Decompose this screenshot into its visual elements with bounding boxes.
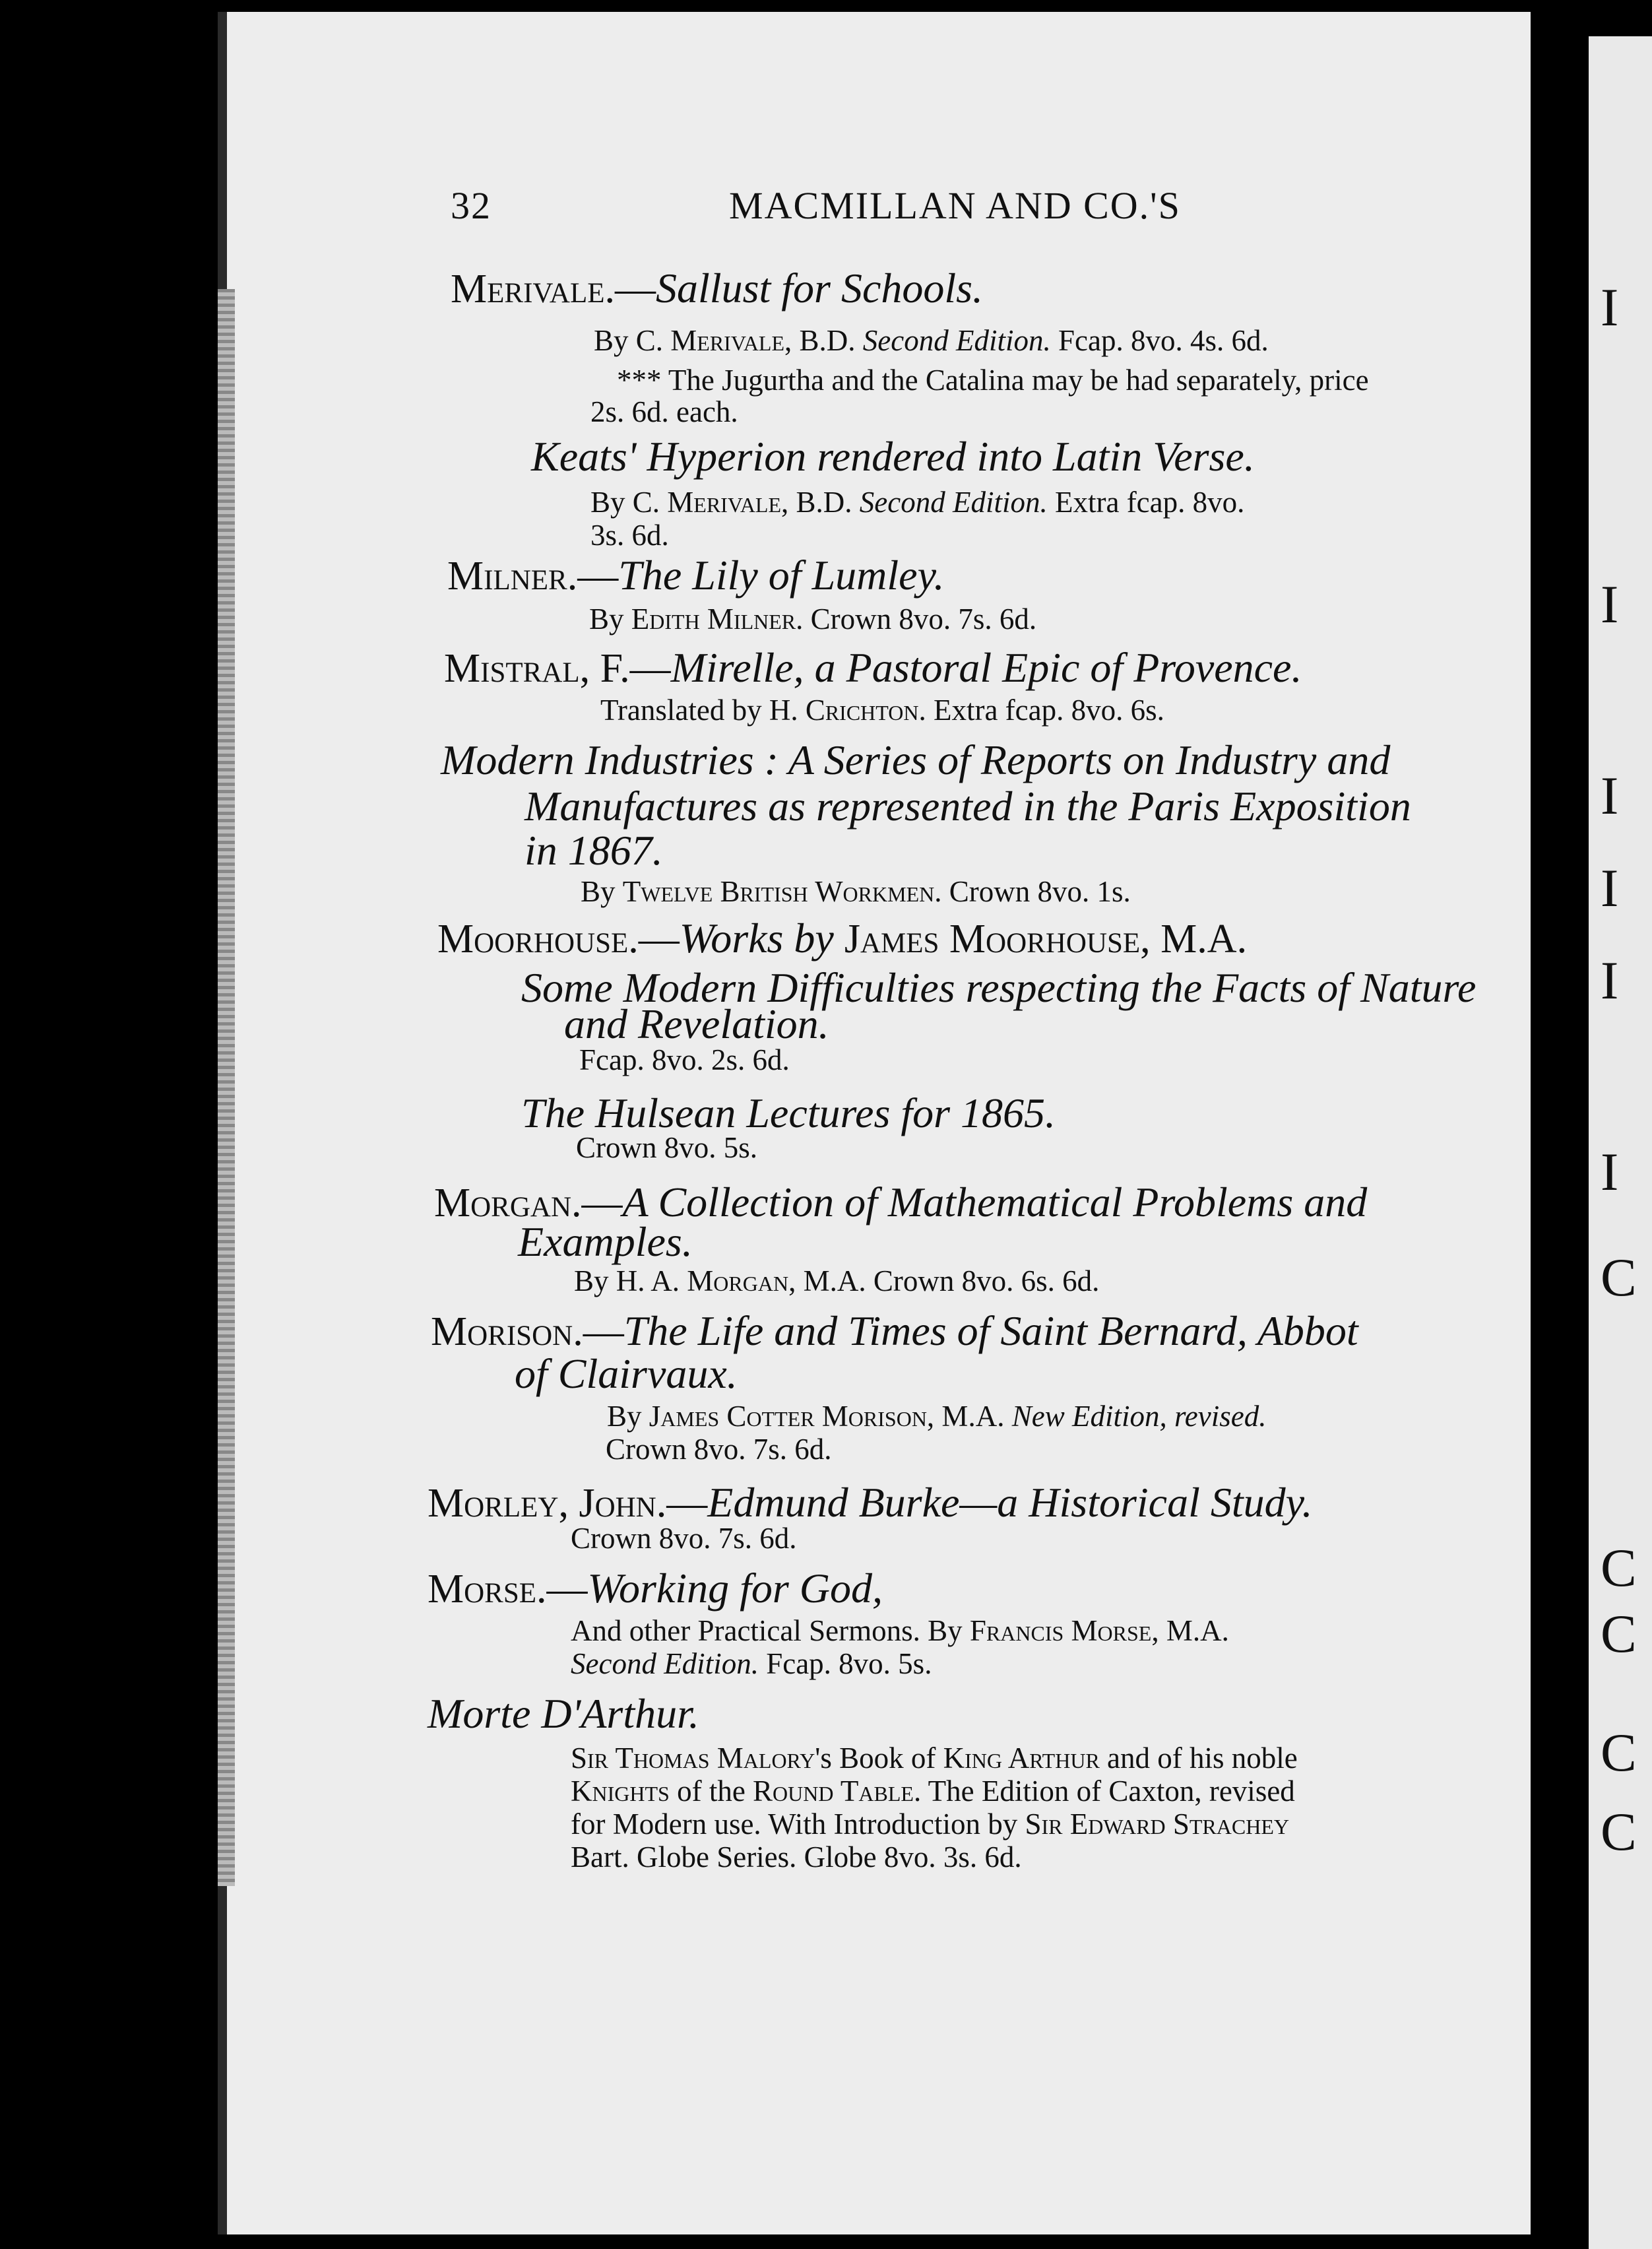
- author-name: Morison.: [431, 1309, 583, 1354]
- entry-details: Crown 8vo. 7s. 6d.: [571, 1522, 797, 1555]
- book-title: Examples.: [518, 1218, 693, 1265]
- author-name: Mistral, F.: [444, 646, 630, 691]
- entry-heading: Mistral, F.—Mirelle, a Pastoral Epic of Provence.: [444, 644, 1302, 691]
- author-name: Morgan.: [434, 1181, 582, 1225]
- book-title: The Lily of Lumley.: [618, 552, 945, 599]
- entry-heading: Morley, John.—Edmund Burke—a Historical Study.: [428, 1479, 1313, 1526]
- adjacent-letter: I: [1601, 1142, 1619, 1202]
- entry-heading: Moorhouse.—Works by James Moorhouse, M.A.: [437, 915, 1248, 962]
- book-title: Sallust for Schools.: [656, 265, 984, 311]
- adjacent-letter: C: [1601, 1802, 1637, 1862]
- entry-heading: Morgan.—A Collection of Mathematical Problems and: [434, 1179, 1368, 1225]
- entry-details: By Twelve British Workmen. Crown 8vo. 1s.: [581, 875, 1131, 908]
- book-title: A Collection of Mathematical Problems and: [622, 1179, 1368, 1225]
- book-title: Some Modern Difficulties respecting the Facts of Nature: [521, 964, 1477, 1011]
- book-title: and Revelation.: [564, 1000, 829, 1047]
- entry-note: *** The Jugurtha and the Catalina may be had separately, price: [617, 364, 1369, 397]
- entry-details: Bart. Globe Series. Globe 8vo. 3s. 6d.: [571, 1841, 1022, 1874]
- entry-details: Translated by H. Crichton. Extra fcap. 8vo. 6s.: [600, 694, 1164, 727]
- book-title: Keats' Hyperion rendered into Latin Verse.: [531, 433, 1255, 480]
- book-title: Working for God,: [587, 1565, 883, 1612]
- author-name: Moorhouse.: [437, 917, 639, 962]
- entry-details: Second Edition. Fcap. 8vo. 5s.: [571, 1647, 932, 1680]
- book-title: Morte D'Arthur.: [428, 1690, 699, 1737]
- book-title: Edmund Burke—a Historical Study.: [707, 1479, 1313, 1526]
- author-name: Morley, John.: [428, 1481, 667, 1526]
- entry-heading: Morse.—Working for God,: [428, 1565, 883, 1612]
- entry-details: By H. A. Morgan, M.A. Crown 8vo. 6s. 6d.: [574, 1264, 1100, 1297]
- adjacent-letter: C: [1601, 1538, 1637, 1598]
- book-title: Modern Industries : A Series of Reports on Industry and: [441, 736, 1391, 783]
- entry-details: By James Cotter Morison, M.A. New Edition, revised.: [607, 1400, 1267, 1433]
- adjacent-letter: I: [1601, 858, 1619, 918]
- book-title: Mirelle, a Pastoral Epic of Provence.: [670, 644, 1302, 691]
- author-name: Merivale.: [451, 267, 615, 311]
- book-title: The Life and Times of Saint Bernard, Abbot: [623, 1307, 1358, 1354]
- entry-heading: Merivale.—Sallust for Schools.: [451, 265, 984, 311]
- entry-details: And other Practical Sermons. By Francis Morse, M.A.: [571, 1614, 1229, 1647]
- adjacent-letter: I: [1601, 950, 1619, 1010]
- book-title: of Clairvaux.: [515, 1350, 738, 1397]
- adjacent-page-edge: [1589, 36, 1652, 2249]
- running-title: MACMILLAN AND CO.'S: [729, 184, 1181, 227]
- entry-price: 3s. 6d.: [590, 519, 669, 552]
- page-edge: [218, 289, 235, 1886]
- adjacent-letter: I: [1601, 277, 1619, 337]
- entry-details: By C. Merivale, B.D. Second Edition. Fcap. 8vo. 4s. 6d.: [594, 324, 1269, 357]
- book-title: Manufactures as represented in the Paris Exposition: [524, 783, 1411, 830]
- adjacent-letter: C: [1601, 1722, 1637, 1782]
- adjacent-letter: I: [1601, 766, 1619, 826]
- book-title: The Hulsean Lectures for 1865.: [521, 1090, 1056, 1136]
- adjacent-letter: C: [1601, 1604, 1637, 1664]
- entry-details: By Edith Milner. Crown 8vo. 7s. 6d.: [589, 603, 1037, 636]
- entry-price: Crown 8vo. 7s. 6d.: [606, 1433, 832, 1466]
- author-name: Milner.: [447, 554, 578, 599]
- entry-details: Fcap. 8vo. 2s. 6d.: [579, 1043, 790, 1076]
- book-title: in 1867.: [524, 827, 663, 874]
- adjacent-letter: C: [1601, 1247, 1637, 1307]
- page-number: 32: [451, 184, 492, 227]
- entry-details: By C. Merivale, B.D. Second Edition. Extra fcap. 8vo.: [590, 486, 1245, 519]
- entry-details: Knights of the Round Table. The Edition of Caxton, revised: [571, 1775, 1295, 1808]
- entry-heading: Milner.—The Lily of Lumley.: [447, 552, 945, 599]
- entry-details: for Modern use. With Introduction by Sir Edward Strachey: [571, 1808, 1289, 1841]
- entry-note: 2s. 6d. each.: [590, 395, 738, 428]
- author-name: Morse.: [428, 1567, 547, 1612]
- entry-heading: Morison.—The Life and Times of Saint Bernard, Abbot: [431, 1307, 1358, 1354]
- entry-details: Crown 8vo. 5s.: [576, 1131, 758, 1164]
- entry-details: Sir Thomas Malory's Book of King Arthur and of his noble: [571, 1742, 1298, 1775]
- adjacent-letter: I: [1601, 574, 1619, 634]
